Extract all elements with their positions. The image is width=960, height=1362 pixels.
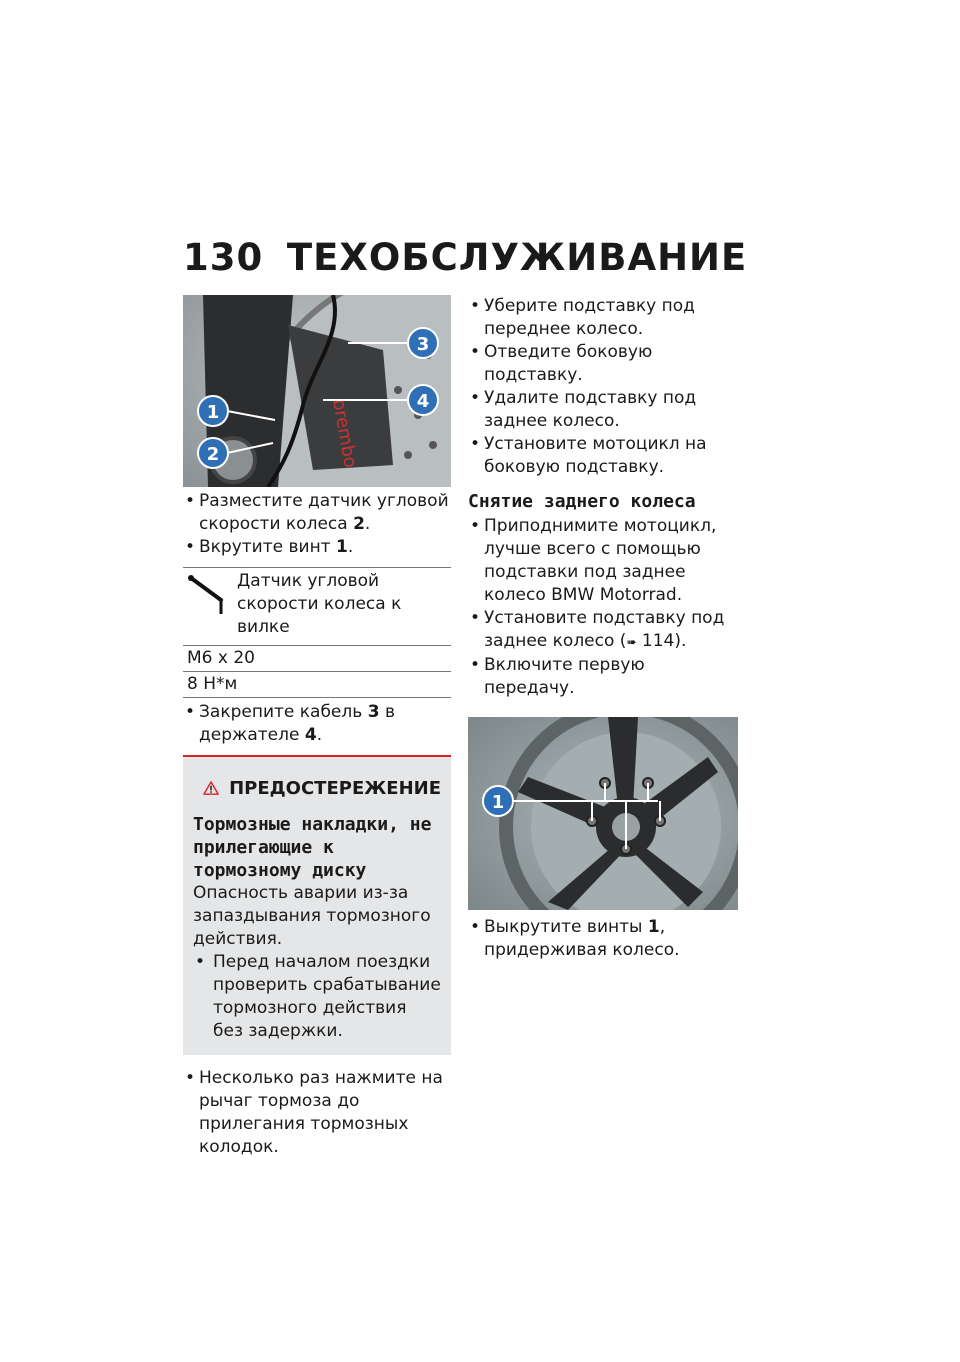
callout-1: 1 — [206, 402, 220, 423]
list-item: • Удалите подставку под заднее колесо. — [470, 388, 697, 431]
section-subheading: Снятие заднего колеса — [468, 491, 696, 512]
warning-triangle-icon — [203, 773, 219, 803]
spec-torque: 8 Н*м — [183, 672, 451, 698]
page-ref-arrow-icon: ➠ — [626, 635, 637, 649]
chapter-title: ТЕХОБСЛУЖИВАНИЕ — [286, 236, 748, 279]
callout-3: 3 — [416, 334, 430, 355]
list-item: • Закрепите кабель 3 в держателе 4. — [185, 702, 395, 745]
left-column — [183, 295, 451, 1159]
list-item: • Установите мотоцикл на боковую подставку. — [470, 434, 707, 477]
spec-size: М6 x 20 — [183, 646, 451, 672]
list-item: • Разместите датчик угловой скорости колеса 2. — [185, 491, 449, 534]
list-item: • Установите подставку под заднее колесо (➠ 114). — [470, 608, 725, 651]
brand-mark: brembo — [328, 397, 361, 470]
page-header — [183, 236, 747, 279]
page-ref-link[interactable]: 114 — [641, 631, 675, 651]
list-item: • Перед началом поездки проверить срабатывание тормозного действия без задержки. — [195, 952, 441, 1041]
warning-body: Опасность аварии из-за запаздывания тормозного действия. — [193, 883, 431, 949]
warning-title: Тормозные накладки, не прилегающие к тормозному диску — [193, 814, 432, 881]
warning-label: ПРЕДОСТЕРЕЖЕНИЕ — [229, 777, 441, 799]
list-item: • Уберите подставку под переднее колесо. — [470, 296, 695, 339]
rear-wheel-photo — [468, 717, 738, 910]
spec-title: Датчик угловой скорости колеса к вилке — [237, 571, 402, 637]
list-item: • Несколько раз нажмите на рычаг тормоза до прилегания тормозных колодок. — [185, 1068, 443, 1157]
callout-2: 2 — [206, 444, 220, 465]
warning-box — [183, 755, 451, 1055]
list-item: • Отведите боковую подставку. — [470, 342, 653, 385]
page-number: 130 — [183, 236, 264, 279]
front-wheel-photo — [183, 295, 451, 487]
torque-wrench-icon — [187, 570, 233, 618]
torque-spec-table — [183, 567, 451, 698]
list-item: • Вкрутите винт 1. — [185, 537, 354, 557]
callout-1: 1 — [491, 792, 505, 813]
list-item: • Приподнимите мотоцикл, лучше всего с помощью подставки под заднее колесо BMW Motorrad. — [470, 516, 717, 605]
right-column — [468, 295, 740, 962]
list-item: • Выкрутите винты 1, придерживая колесо. — [470, 917, 680, 960]
list-item: • Включите первую передачу. — [470, 655, 645, 698]
callout-4: 4 — [416, 391, 430, 412]
